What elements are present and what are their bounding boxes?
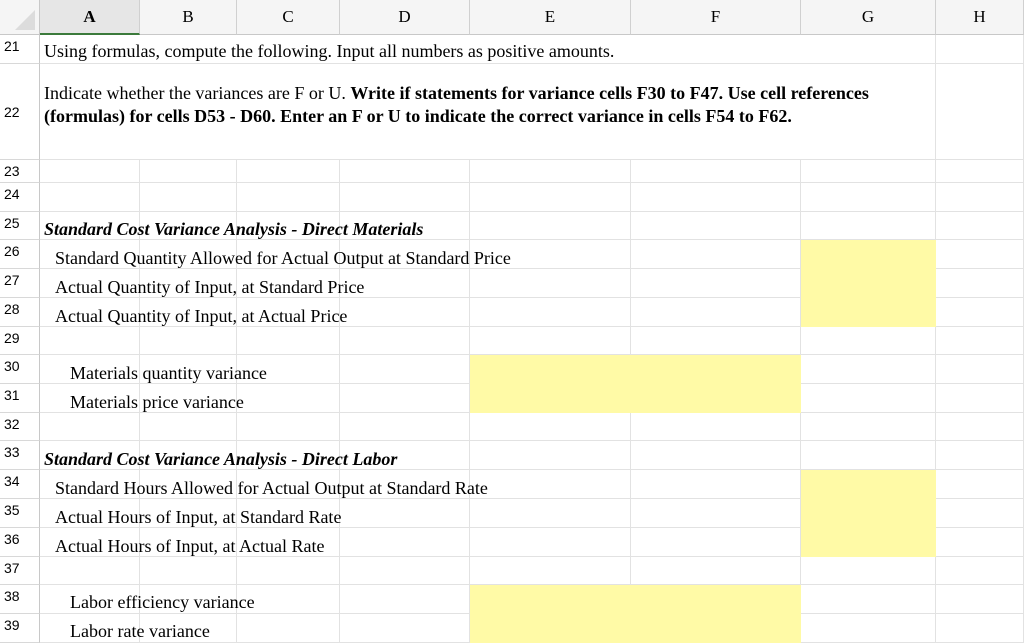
cell-e32[interactable] — [470, 413, 631, 441]
cell-d23[interactable] — [340, 160, 470, 183]
cell-c23[interactable] — [237, 160, 340, 183]
instruction-bold-text: Write if statements for variance cells F30 to F47. Use cell references (formulas) for cells D53 - D60. Enter an F or U to indicate the correct variance in cells F54 to F62. — [44, 83, 869, 126]
row-header-31[interactable]: 31 — [0, 384, 40, 413]
cell-e25[interactable] — [470, 212, 631, 240]
row-header-38[interactable]: 38 — [0, 585, 40, 614]
cell-e24[interactable] — [470, 183, 631, 212]
cell-d32[interactable] — [340, 413, 470, 441]
materials-input-cells-g26-g28[interactable] — [801, 240, 936, 327]
materials-std-qty-label: Standard Quantity Allowed for Actual Output at Standard Price — [55, 248, 511, 268]
materials-actual-qty-actual-price-label: Actual Quantity of Input, at Actual Price — [55, 306, 348, 326]
cell-d24[interactable] — [340, 183, 470, 212]
cell-h29[interactable] — [936, 327, 1024, 355]
cell-f24[interactable] — [631, 183, 801, 212]
cell-g33[interactable] — [801, 441, 936, 470]
cell-a37[interactable] — [40, 557, 140, 585]
row-header-26[interactable]: 26 — [0, 240, 40, 269]
cell-d28[interactable] — [340, 298, 470, 327]
cell-g32[interactable] — [801, 413, 936, 441]
labor-rate-variance-label: Labor rate variance — [70, 621, 210, 641]
cell-h26[interactable] — [936, 240, 1024, 269]
column-header-c[interactable]: C — [237, 0, 340, 35]
cell-h37[interactable] — [936, 557, 1024, 585]
instruction-line: Using formulas, compute the following. Input all numbers as positive amounts. — [44, 41, 615, 61]
labor-variance-cells-e38-f39[interactable] — [470, 585, 801, 643]
cell-h32[interactable] — [936, 413, 1024, 441]
row-header-34[interactable]: 34 — [0, 470, 40, 499]
cell-c31[interactable] — [237, 384, 340, 413]
cell-e37[interactable] — [470, 557, 631, 585]
cell-b24[interactable] — [140, 183, 237, 212]
cell-c29[interactable] — [237, 327, 340, 355]
labor-std-hours-label: Standard Hours Allowed for Actual Output at Standard Rate — [55, 478, 488, 498]
cell-f25[interactable] — [631, 212, 801, 240]
cell-d30[interactable] — [340, 355, 470, 384]
cell-f29[interactable] — [631, 327, 801, 355]
cell-g25[interactable] — [801, 212, 936, 240]
cell-f32[interactable] — [631, 413, 801, 441]
instruction-paragraph — [44, 82, 934, 128]
row-header-27[interactable]: 27 — [0, 269, 40, 298]
cell-e36[interactable] — [470, 528, 631, 557]
cell-h36[interactable] — [936, 528, 1024, 557]
row-header-21[interactable]: 21 — [0, 35, 40, 64]
materials-quantity-variance-label: Materials quantity variance — [70, 363, 267, 383]
cell-f23[interactable] — [631, 160, 801, 183]
column-header-a[interactable]: A — [40, 0, 140, 35]
labor-actual-hours-actual-rate-label: Actual Hours of Input, at Actual Rate — [55, 536, 325, 556]
column-header-b[interactable]: B — [140, 0, 237, 35]
cell-e23[interactable] — [470, 160, 631, 183]
row-header-30[interactable]: 30 — [0, 355, 40, 384]
row-header-36[interactable]: 36 — [0, 528, 40, 557]
instruction-normal-text: Indicate whether the variances are F or U. — [44, 83, 351, 103]
cell-c24[interactable] — [237, 183, 340, 212]
column-header-d[interactable]: D — [340, 0, 470, 35]
cell-a29[interactable] — [40, 327, 140, 355]
labor-input-cells-g34-g36[interactable] — [801, 470, 936, 557]
cell-b32[interactable] — [140, 413, 237, 441]
cell-b37[interactable] — [140, 557, 237, 585]
cell-h28[interactable] — [936, 298, 1024, 327]
cell-d37[interactable] — [340, 557, 470, 585]
materials-actual-qty-std-price-label: Actual Quantity of Input, at Standard Price — [55, 277, 365, 297]
row-header-37[interactable]: 37 — [0, 557, 40, 585]
cell-d39[interactable] — [340, 614, 470, 643]
labor-actual-hours-std-rate-label: Actual Hours of Input, at Standard Rate — [55, 507, 342, 527]
row-header-25[interactable]: 25 — [0, 212, 40, 240]
cell-d38[interactable] — [340, 585, 470, 614]
cell-e34[interactable] — [470, 470, 631, 499]
row-header-23[interactable]: 23 — [0, 160, 40, 183]
column-header-g[interactable]: G — [801, 0, 936, 35]
cell-d29[interactable] — [340, 327, 470, 355]
row-header-28[interactable]: 28 — [0, 298, 40, 327]
cell-f36[interactable] — [631, 528, 801, 557]
cell-f35[interactable] — [631, 499, 801, 528]
cell-d35[interactable] — [340, 499, 470, 528]
cell-h38[interactable] — [936, 585, 1024, 614]
cell-h23[interactable] — [936, 160, 1024, 183]
cell-a23[interactable] — [40, 160, 140, 183]
cell-g31[interactable] — [801, 384, 936, 413]
cell-d31[interactable] — [340, 384, 470, 413]
cell-h21[interactable] — [936, 35, 1024, 64]
row-header-22[interactable]: 22 — [0, 64, 40, 160]
cell-h39[interactable] — [936, 614, 1024, 643]
cell-g30[interactable] — [801, 355, 936, 384]
cell-g39[interactable] — [801, 614, 936, 643]
cell-h33[interactable] — [936, 441, 1024, 470]
cell-h35[interactable] — [936, 499, 1024, 528]
cell-e29[interactable] — [470, 327, 631, 355]
row-header-32[interactable]: 32 — [0, 413, 40, 441]
cell-g23[interactable] — [801, 160, 936, 183]
corner-triangle-icon — [15, 10, 35, 30]
cell-h34[interactable] — [936, 470, 1024, 499]
row-header-29[interactable]: 29 — [0, 327, 40, 355]
cell-g24[interactable] — [801, 183, 936, 212]
cell-b23[interactable] — [140, 160, 237, 183]
cell-f34[interactable] — [631, 470, 801, 499]
cell-e28[interactable] — [470, 298, 631, 327]
cell-h27[interactable] — [936, 269, 1024, 298]
cell-h31[interactable] — [936, 384, 1024, 413]
materials-section-title: Standard Cost Variance Analysis - Direct Materials — [44, 219, 424, 239]
select-all-corner[interactable] — [0, 0, 40, 35]
row-header-24[interactable]: 24 — [0, 183, 40, 212]
cell-h24[interactable] — [936, 183, 1024, 212]
cell-a32[interactable] — [40, 413, 140, 441]
cell-c32[interactable] — [237, 413, 340, 441]
cell-h22[interactable] — [936, 64, 1024, 160]
column-header-h[interactable]: H — [936, 0, 1024, 35]
column-header-f[interactable]: F — [631, 0, 801, 35]
cell-f37[interactable] — [631, 557, 801, 585]
materials-variance-cells-e30-f31[interactable] — [470, 355, 801, 413]
row-header-39[interactable]: 39 — [0, 614, 40, 643]
cell-c37[interactable] — [237, 557, 340, 585]
row-header-35[interactable]: 35 — [0, 499, 40, 528]
cell-d36[interactable] — [340, 528, 470, 557]
cell-g29[interactable] — [801, 327, 936, 355]
cell-a24[interactable] — [40, 183, 140, 212]
cell-e33[interactable] — [470, 441, 631, 470]
cell-f26[interactable] — [631, 240, 801, 269]
cell-f28[interactable] — [631, 298, 801, 327]
cell-e27[interactable] — [470, 269, 631, 298]
cell-g38[interactable] — [801, 585, 936, 614]
cell-b29[interactable] — [140, 327, 237, 355]
labor-section-title: Standard Cost Variance Analysis - Direct Labor — [44, 449, 398, 469]
cell-e35[interactable] — [470, 499, 631, 528]
row-header-33[interactable]: 33 — [0, 441, 40, 470]
cell-g37[interactable] — [801, 557, 936, 585]
cell-h30[interactable] — [936, 355, 1024, 384]
cell-h25[interactable] — [936, 212, 1024, 240]
labor-efficiency-variance-label: Labor efficiency variance — [70, 592, 255, 612]
cell-c39[interactable] — [237, 614, 340, 643]
cell-f33[interactable] — [631, 441, 801, 470]
materials-price-variance-label: Materials price variance — [70, 392, 244, 412]
cell-f27[interactable] — [631, 269, 801, 298]
column-header-e[interactable]: E — [470, 0, 631, 35]
